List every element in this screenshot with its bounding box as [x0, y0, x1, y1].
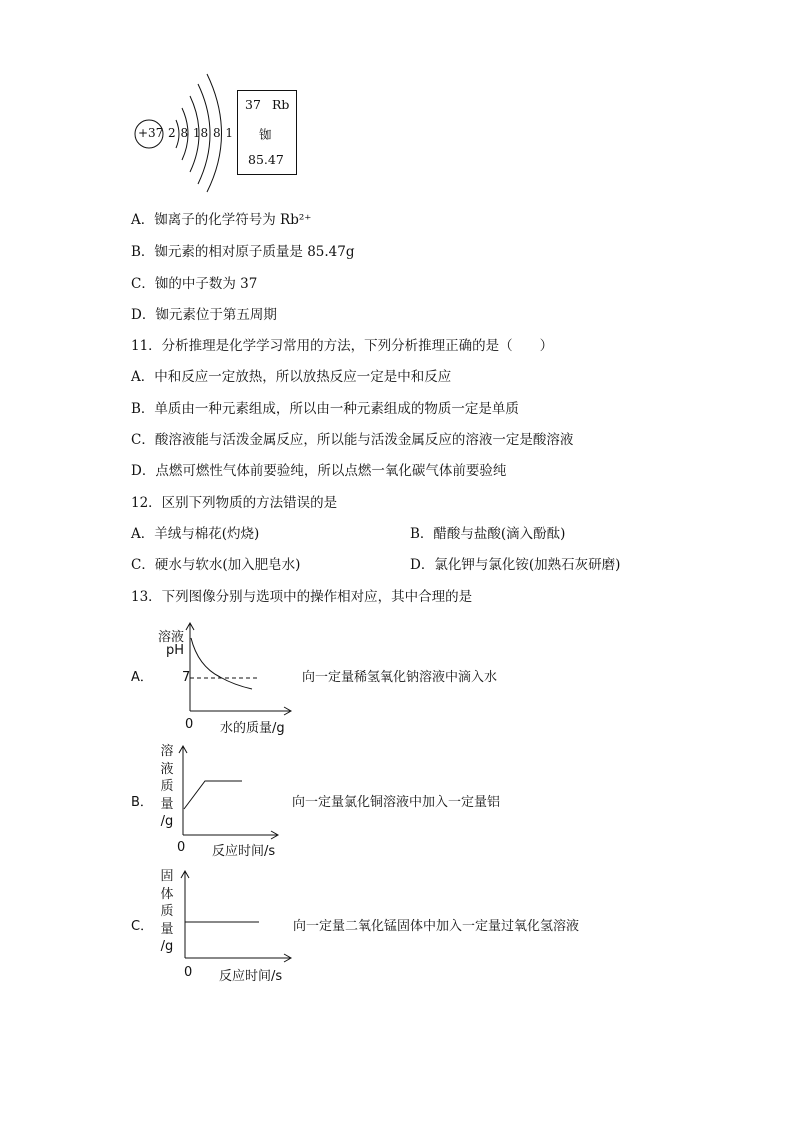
q13-a-axes: [130, 622, 310, 722]
q10-option-a: A．铷离子的化学符号为 Rb²⁺: [131, 212, 312, 228]
electron-shells: 2 8 18 8 1: [168, 126, 234, 140]
q13-c-ylabel-1: 固: [160, 869, 174, 884]
q13-a-ylabel-2: pH: [166, 643, 185, 658]
q13-b-origin: 0: [177, 840, 186, 855]
q13-c-letter: C．: [131, 919, 154, 934]
element-cell: [237, 90, 297, 175]
q11-option-b: B．单质由一种元素组成，所以由一种元素组成的物质一定是单质: [131, 401, 519, 417]
q12-option-c: C．硬水与软水(加入肥皂水): [131, 557, 301, 573]
q13-b-axes: [130, 743, 290, 843]
q13-b-letter: B．: [131, 795, 153, 810]
q11-option-c: C．酸溶液能与活泼金属反应，所以能与活泼金属反应的溶液一定是酸溶液: [131, 432, 574, 448]
q13-b-description: 向一定量氯化铜溶液中加入一定量铝: [292, 795, 501, 810]
q13-c-ylabel-5: /g: [160, 939, 174, 954]
q13-b-ylabel-4: 量: [160, 796, 174, 812]
q13-option-b: [130, 743, 550, 861]
q13-c-ylabel-2: 体: [160, 886, 174, 902]
q10-option-c: C．铷的中子数为 37: [131, 276, 258, 292]
q13-c-ylabel-3: 质: [160, 904, 174, 919]
q13-b-ylabel-2: 液: [160, 761, 174, 777]
q13-a-ytick: 7: [182, 670, 191, 685]
q13-c-origin: 0: [184, 965, 193, 980]
q13-a-description: 向一定量稀氢氧化钠溶液中滴入水: [302, 670, 498, 685]
q12-option-b: B．醋酸与盐酸(滴入酚酞): [410, 526, 566, 542]
q12-option-a: A．羊绒与棉花(灼烧): [131, 526, 260, 542]
nucleus-charge: +37: [138, 126, 164, 140]
q13-a-origin: 0: [185, 717, 194, 732]
q13-option-c: [130, 868, 610, 986]
q13-b-ylabel-1: 溶: [160, 744, 174, 759]
q13-a-letter: A．: [131, 670, 153, 685]
q13-c-axes: [130, 868, 300, 968]
q10-option-b: B．铷元素的相对原子质量是 85.47g: [131, 244, 355, 260]
q13-b-ylabel-5: /g: [160, 814, 174, 829]
q13-stem: 13．下列图像分别与选项中的操作相对应，其中合理的是: [131, 589, 473, 605]
q10-option-d: D．铷元素位于第五周期: [131, 307, 277, 323]
q13-b-line: [184, 781, 242, 809]
element-symbol: Rb: [272, 97, 290, 112]
q12-option-d: D．氯化钾与氯化铵(加熟石灰研磨): [410, 557, 621, 573]
q13-c-description: 向一定量二氧化锰固体中加入一定量过氧化氢溶液: [293, 919, 580, 934]
q13-option-a: [130, 622, 550, 737]
q13-c-ylabel-4: 量: [160, 921, 174, 937]
q11-option-d: D．点燃可燃性气体前要验纯，所以点燃一氧化碳气体前要验纯: [131, 463, 507, 479]
q13-b-xlabel: 反应时间/s: [212, 844, 276, 859]
q13-a-ylabel-1: 溶液: [158, 630, 185, 645]
q11-stem: 11．分析推理是化学学习常用的方法，下列分析推理正确的是（ ）: [131, 338, 554, 354]
q13-b-ylabel-3: 质: [160, 779, 174, 794]
element-name: 铷: [259, 127, 272, 142]
q11-option-a: A．中和反应一定放热，所以放热反应一定是中和反应: [131, 369, 452, 385]
q13-c-xlabel: 反应时间/s: [219, 969, 283, 984]
q12-stem: 12．区别下列物质的方法错误的是: [131, 495, 338, 511]
q13-a-xlabel: 水的质量/g: [220, 721, 285, 736]
atom-structure-diagram: [130, 70, 310, 195]
atomic-number: 37: [245, 97, 261, 112]
atomic-mass: 85.47: [248, 152, 284, 167]
q13-a-curve: [191, 638, 252, 689]
